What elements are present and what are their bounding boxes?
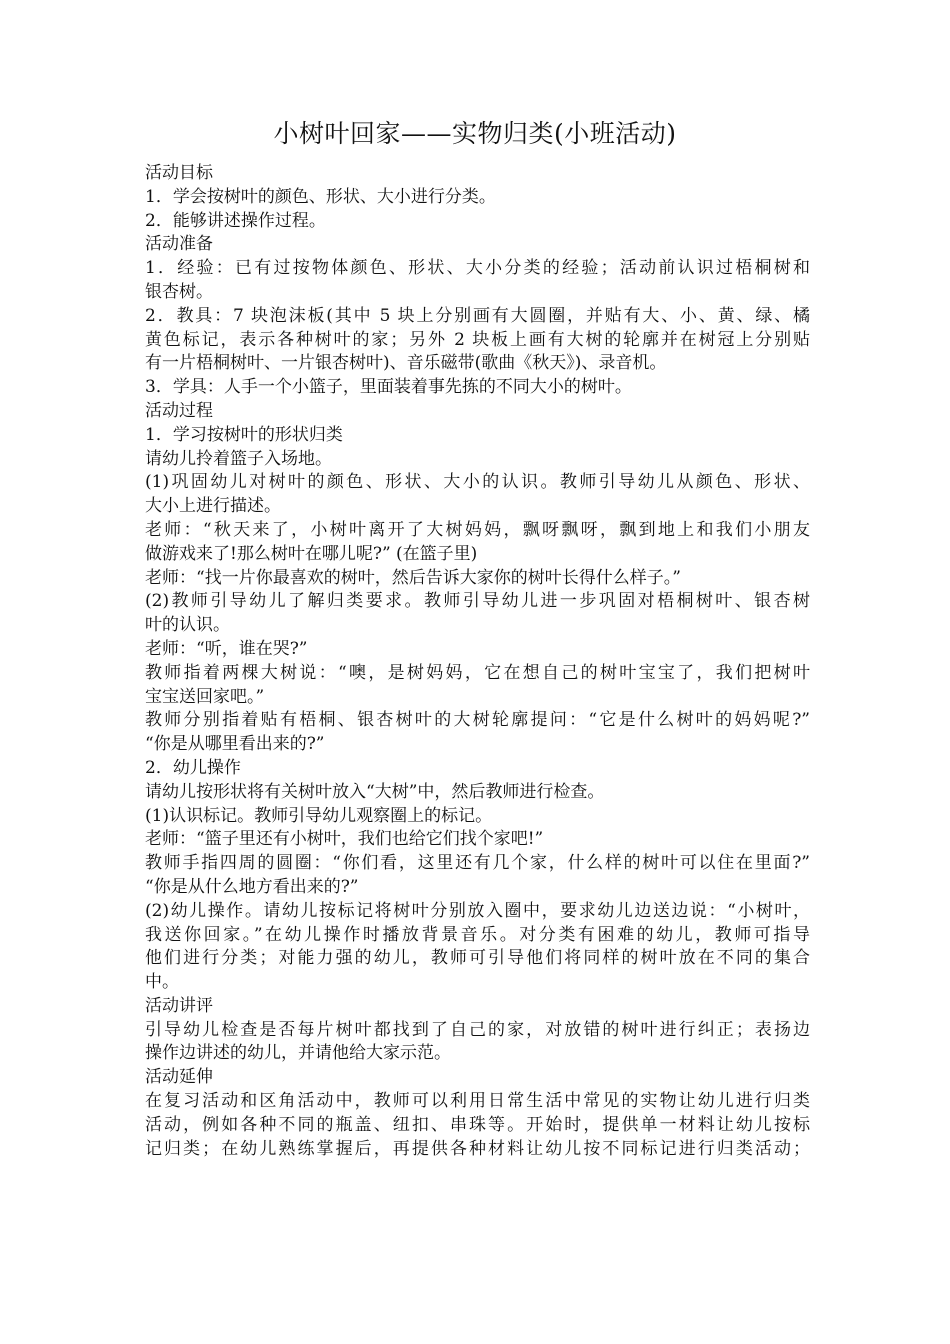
- body-line: “你是从什么地方看出来的?”: [145, 876, 359, 897]
- document-title: 小树叶回家——实物归类(小班活动): [273, 119, 677, 148]
- body-line: (1)巩固幼儿对树叶的颜色、形状、大小的认识。教师引导幼儿从颜色、形状、: [145, 472, 810, 493]
- body-line: 活动过程: [145, 400, 213, 421]
- body-line: 活动目标: [145, 163, 213, 183]
- body-line: 活动，例如各种不同的瓶盖、纽扣、串珠等。开始时，提供单一材料让幼儿按标: [145, 1114, 810, 1135]
- body-line: (2)幼儿操作。请幼儿按标记将树叶分别放入圈中，要求幼儿边送边说：“小树叶，: [145, 900, 810, 921]
- body-line: 教师分别指着贴有梧桐、银杏树叶的大树轮廓提问：“它是什么树叶的妈妈呢?”: [145, 710, 810, 731]
- body-line: 老师：“秋天来了，小树叶离开了大树妈妈，飘呀飘呀，飘到地上和我们小朋友: [145, 519, 810, 540]
- document-body: [145, 162, 810, 1161]
- body-line: 中。: [145, 972, 179, 993]
- body-line: (2)教师引导幼儿了解归类要求。教师引导幼儿进一步巩固对梧桐树叶、银杏树: [145, 591, 810, 612]
- body-line: 活动延伸: [145, 1067, 213, 1088]
- body-line: 1．学会按树叶的颜色、形状、大小进行分类。: [145, 186, 496, 207]
- body-line: 老师：“听，谁在哭?”: [145, 638, 308, 659]
- body-line: 老师：“篮子里还有小树叶，我们也给它们找个家吧!”: [145, 829, 544, 850]
- body-line: 宝宝送回家吧。”: [145, 686, 265, 707]
- body-line: 3．学具：人手一个小篮子，里面装着事先拣的不同大小的树叶。: [145, 377, 632, 398]
- body-line: 他们进行分类；对能力强的幼儿，教师可引导他们将同样的树叶放在不同的集合: [145, 948, 810, 969]
- body-line: 1．经验：已有过按物体颜色、形状、大小分类的经验；活动前认识过梧桐树和: [145, 258, 810, 279]
- body-line: 银杏树。: [145, 281, 213, 302]
- body-line: 老师：“找一片你最喜欢的树叶，然后告诉大家你的树叶长得什么样子。”: [145, 567, 681, 588]
- body-line: 记归类；在幼儿熟练掌握后，再提供各种材料让幼儿按不同标记进行归类活动；: [145, 1138, 810, 1159]
- body-line: 教师手指四周的圆圈：“你们看，这里还有几个家，什么样的树叶可以住在里面?”: [145, 853, 810, 874]
- body-line: 在复习活动和区角活动中，教师可以利用日常生活中常见的实物让幼儿进行归类: [145, 1091, 810, 1112]
- body-line: 2．教具：7 块泡沫板(其中 5 块上分别画有大圆圈，并贴有大、小、黄、绿、橘: [145, 305, 810, 326]
- body-line: 引导幼儿检查是否每片树叶都找到了自己的家，对放错的树叶进行纠正；表扬边: [145, 1019, 810, 1040]
- body-line: 请幼儿按形状将有关树叶放入“大树”中，然后教师进行检查。: [145, 781, 605, 802]
- body-line: 有一片梧桐树叶、一片银杏树叶)、音乐磁带(歌曲《秋天》)、录音机。: [145, 353, 667, 374]
- body-line: 大小上进行描述。: [145, 496, 281, 517]
- body-line: 2．能够讲述操作过程。: [145, 210, 326, 231]
- body-line: 教师指着两棵大树说：“噢，是树妈妈，它在想自己的树叶宝宝了，我们把树叶: [145, 662, 810, 683]
- body-line: 活动准备: [145, 234, 213, 255]
- body-line: 请幼儿拎着篮子入场地。: [145, 448, 332, 469]
- body-line: 做游戏来了!那么树叶在哪儿呢?” (在篮子里): [145, 543, 478, 564]
- body-line: 1．学习按树叶的形状归类: [145, 424, 343, 445]
- body-line: 我送你回家。”在幼儿操作时播放背景音乐。对分类有困难的幼儿，教师可指导: [145, 924, 810, 945]
- body-line: 叶的认识。: [145, 615, 230, 636]
- body-line: (1)认识标记。教师引导幼儿观察圈上的标记。: [145, 805, 493, 826]
- body-line: “你是从哪里看出来的?”: [145, 734, 325, 755]
- body-line: 操作边讲述的幼儿，并请他给大家示范。: [145, 1043, 451, 1064]
- body-line: 黄色标记，表示各种树叶的家；另外 2 块板上画有大树的轮廓并在树冠上分别贴: [145, 329, 810, 350]
- body-line: 2．幼儿操作: [145, 757, 241, 778]
- body-line: 活动讲评: [145, 995, 213, 1016]
